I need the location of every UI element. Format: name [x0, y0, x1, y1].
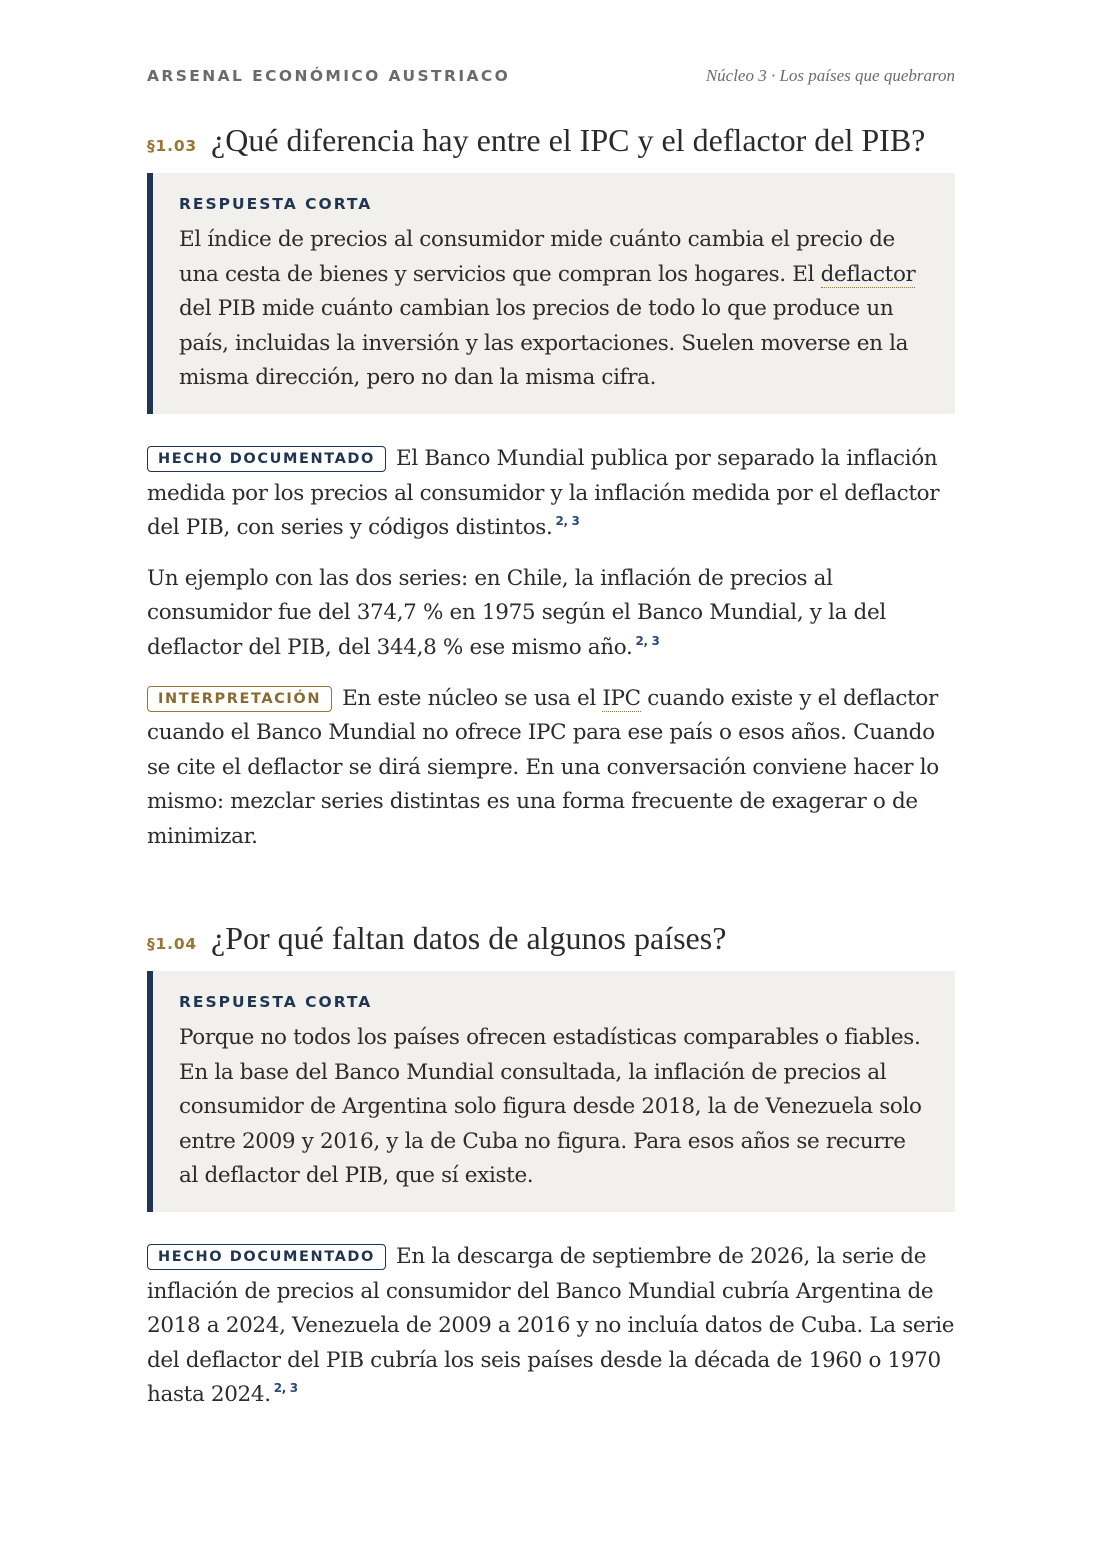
- brand-title: ARSENAL ECONÓMICO AUSTRIACO: [147, 67, 511, 85]
- section-question: ¿Por qué faltan datos de algunos países?: [211, 920, 727, 956]
- reference-link[interactable]: 2, 3: [635, 633, 660, 648]
- section-number: §1.03: [147, 137, 197, 155]
- glossary-term-ipc[interactable]: IPC: [602, 685, 641, 711]
- example-text: Un ejemplo con las dos series: en Chile, la inflación de precios al consumidor fue del 374,7 % en 1975 según el Banco Mundial, y la del deflactor del PIB, del 344,8 % ese mismo año.: [147, 565, 886, 660]
- interpretation-tag: INTERPRETACIÓN: [147, 686, 332, 712]
- short-answer-text: Porque no todos los países ofrecen estadísticas comparables o fiables. En la base del Banco Mundial consultada, la inflación de precios al consumidor de Argentina solo figura desde 2018, la de Venezuela solo entre 2009 y 2016, y la de Cuba no figura. Para esos años se recurre al deflactor del PIB, que sí existe.: [179, 1025, 922, 1189]
- chapter-title: Núcleo 3 · Los países que quebraron: [705, 66, 955, 85]
- example-paragraph: [147, 562, 955, 666]
- section-heading: [147, 122, 955, 159]
- section-1-04: [147, 920, 955, 1413]
- fact-tag: HECHO DOCUMENTADO: [147, 446, 386, 472]
- short-answer-text: [179, 223, 931, 396]
- reference-link[interactable]: 2, 3: [555, 514, 580, 529]
- glossary-term-deflactor[interactable]: deflactor: [820, 261, 916, 287]
- short-answer-text-part: del PIB mide cuánto cambian los precios de todo lo que produce un país, incluidas la inversión y las exportaciones. Suelen moverse en la misma dirección, pero no dan la misma cifra.: [179, 296, 909, 391]
- section-question: ¿Qué diferencia hay entre el IPC y el deflactor del PIB?: [211, 122, 926, 158]
- section-heading: [147, 920, 955, 957]
- fact-paragraph: [147, 1240, 955, 1413]
- section-1-03: [147, 122, 955, 855]
- section-number: §1.04: [147, 935, 197, 953]
- short-answer-box: [147, 173, 955, 414]
- short-answer-box: [147, 971, 955, 1212]
- running-header: [147, 66, 955, 86]
- fact-text: En la descarga de septiembre de 2026, la serie de inflación de precios al consumidor del Banco Mundial cubría Argentina de 2018 a 2024, Venezuela de 2009 a 2016 y no incluía datos de Cuba. La serie del deflactor del PIB cubría los seis países desde la década de 1960 o 1970 hasta 2024.: [147, 1243, 955, 1408]
- short-answer-label: RESPUESTA CORTA: [179, 195, 373, 213]
- short-answer-label: RESPUESTA CORTA: [179, 993, 373, 1011]
- fact-paragraph: [147, 442, 955, 546]
- fact-tag: HECHO DOCUMENTADO: [147, 1244, 386, 1270]
- short-answer-text-part: El índice de precios al consumidor mide cuánto cambia el precio de una cesta de bienes y servicios que compran los hogares. El: [179, 227, 895, 287]
- interpretation-text-part: cuando existe y el deflactor cuando el Banco Mundial no ofrece IPC para ese país o esos años. Cuando se cite el deflactor se dirá siempre. En una conversación conviene hacer lo mismo: mezclar series distintas es una forma frecuente de exagerar o de minimizar.: [147, 685, 939, 849]
- interpretation-paragraph: [147, 682, 955, 855]
- reference-link[interactable]: 2, 3: [273, 1381, 298, 1396]
- interpretation-text-part: En este núcleo se usa el: [342, 685, 603, 711]
- fact-text: El Banco Mundial publica por separado la inflación medida por los precios al consumidor y la inflación medida por el deflactor del PIB, con series y códigos distintos.: [147, 445, 940, 541]
